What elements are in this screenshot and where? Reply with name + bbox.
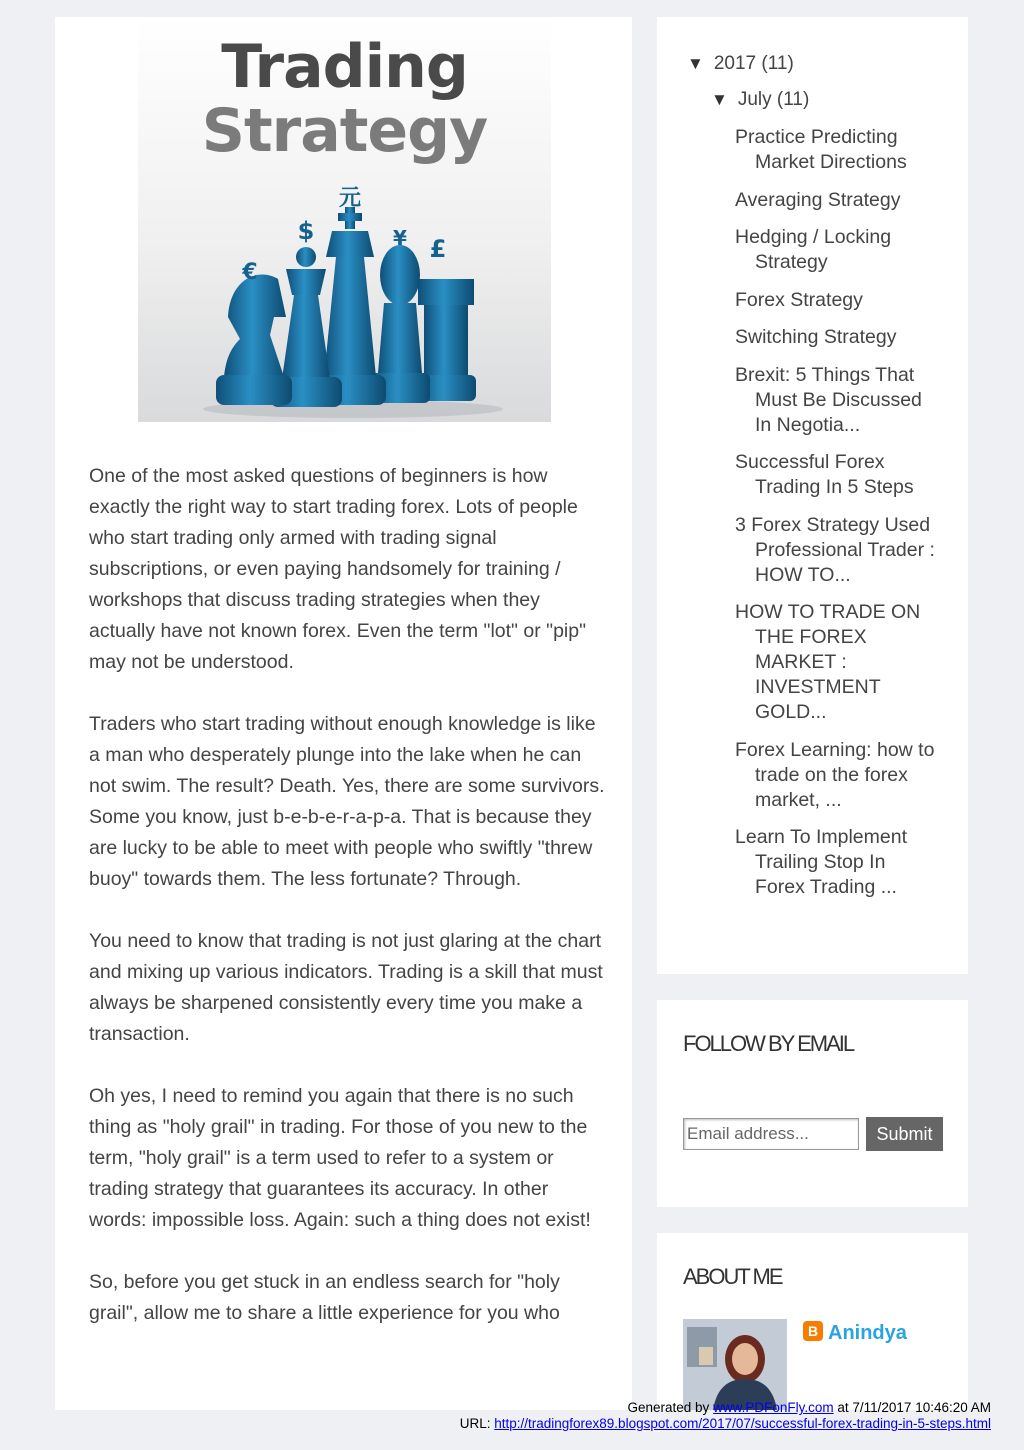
article-body xyxy=(89,461,609,1360)
source-url-line xyxy=(460,1416,991,1431)
archive-post-link[interactable]: Successful Forex Trading In 5 Steps xyxy=(735,451,914,498)
article-paragraph-1: One of the most asked questions of beginners is how exactly the right way to start trading forex. Lots of people who start trading only armed with trading signal subscriptions, or even paying handsomely for training / workshops that discuss trading strategies when they actually have not known forex. Even the term "lot" or "pip" may not be understood. xyxy=(89,465,587,673)
archive-post-link[interactable]: HOW TO TRADE ON THE FOREX MARKET : INVESTMENT GOLD... xyxy=(735,601,921,723)
follow-by-email-title: FOLLOW BY EMAIL xyxy=(683,1031,854,1056)
archive-post-link[interactable]: Switching Strategy xyxy=(735,326,897,348)
submit-button[interactable]: Submit xyxy=(866,1117,943,1151)
archive-post-link[interactable]: Brexit: 5 Things That Must Be Discussed In Negotia... xyxy=(735,363,922,436)
archive-post-link[interactable]: Learn To Implement Trailing Stop In Forex Trading ... xyxy=(735,826,907,898)
archive-post-link[interactable]: 3 Forex Strategy Used Professional Trader : HOW TO... xyxy=(735,513,935,586)
generated-timestamp: at 7/11/2017 10:46:20 AM xyxy=(837,1400,991,1415)
author-avatar[interactable] xyxy=(683,1319,787,1410)
hero-title-line1: Trading xyxy=(221,32,468,102)
archive-post-link[interactable]: Practice Predicting Market Directions xyxy=(735,126,907,173)
archive-month-label[interactable]: July xyxy=(737,89,772,110)
pdfonfly-link[interactable]: www.PDFonFly.com xyxy=(713,1400,834,1415)
blogger-profile-icon[interactable]: B xyxy=(803,1321,823,1341)
blog-archive-widget xyxy=(657,17,968,974)
article-paragraph-4: Oh yes, I need to remind you again that there is no such thing as "holy grail" in trading. For those of you new to the term, "holy grail" is a term used to refer to a system or trading strategy that guarantees its accuracy. In other words: impossible loss. Again: such a thing does not exist! xyxy=(89,1085,591,1231)
article-paragraph-3: You need to know that trading is not just glaring at the chart and mixing up various indicators. Trading is a skill that must always be sharpened consistently every time you make a transaction. xyxy=(89,930,603,1045)
source-url-link[interactable]: http://tradingforex89.blogspot.com/2017/07/successful-forex-trading-in-5-steps.html xyxy=(494,1416,991,1431)
generated-prefix: Generated by xyxy=(627,1400,710,1415)
follow-by-email-widget xyxy=(657,1000,968,1207)
chess-pieces-illustration xyxy=(138,17,551,422)
article-paragraph-5: So, before you get stuck in an endless search for "holy grail", allow me to share a little experience for you who xyxy=(89,1271,560,1324)
archive-post-link[interactable]: Forex Learning: how to trade on the forex market, ... xyxy=(735,738,935,811)
dollar-symbol: $ xyxy=(297,217,315,245)
trading-strategy-hero-image xyxy=(138,17,551,422)
hero-title-line2: Strategy xyxy=(201,96,488,166)
article-paragraph-2: Traders who start trading without enough knowledge is like a man who desperately plunge into the lake when he can not swim. The result? Death. Yes, there are some survivors. Some you know, just b-e-b-e-r-a-p-a. That is because they are lucky to be able to meet with people who swiftly "threw buoy" towards them. The less fortunate? Through. xyxy=(89,713,605,890)
archive-month-toggle[interactable] xyxy=(711,89,809,111)
archive-year-label[interactable]: 2017 xyxy=(713,53,757,74)
archive-post-list xyxy=(735,125,940,913)
main-column xyxy=(55,17,632,1410)
email-address-input[interactable] xyxy=(683,1118,859,1150)
pound-symbol: £ xyxy=(429,235,447,263)
archive-year-count: (11) xyxy=(761,53,794,74)
yuan-symbol: 元 xyxy=(338,186,362,211)
archive-month-count: (11) xyxy=(776,89,810,110)
archive-post-link[interactable]: Forex Strategy xyxy=(735,288,863,311)
url-label: URL: xyxy=(459,1416,491,1431)
about-me-widget xyxy=(657,1233,968,1410)
euro-symbol: € xyxy=(242,260,258,285)
expand-triangle-icon[interactable]: ▼ xyxy=(687,54,704,73)
archive-year-toggle[interactable] xyxy=(687,53,794,75)
generated-by-line xyxy=(628,1400,992,1415)
about-me-title: ABOUT ME xyxy=(683,1264,782,1289)
expand-triangle-icon[interactable]: ▼ xyxy=(711,90,728,109)
author-name-link[interactable]: Anindya xyxy=(828,1322,907,1344)
archive-post-link[interactable]: Averaging Strategy xyxy=(735,188,901,211)
archive-post-link[interactable]: Hedging / Locking Strategy xyxy=(735,226,892,273)
knight-piece xyxy=(216,275,292,405)
yen-symbol: ¥ xyxy=(393,226,407,250)
